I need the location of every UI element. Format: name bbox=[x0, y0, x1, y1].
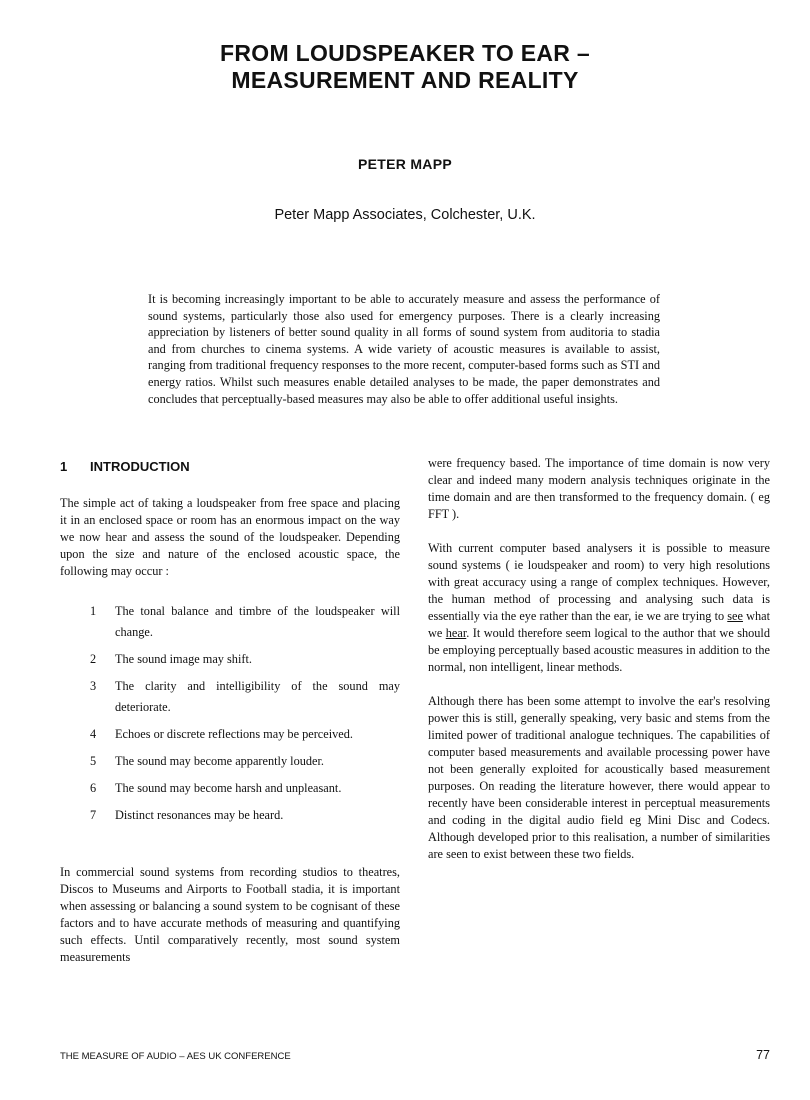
list-item-number: 6 bbox=[90, 781, 97, 795]
list-item-number: 7 bbox=[90, 808, 97, 822]
section-title: INTRODUCTION bbox=[90, 459, 190, 474]
list-item-text: The sound image may shift. bbox=[115, 652, 252, 666]
analysers-text-middle: what we bbox=[428, 609, 770, 640]
list-item-text: The sound may become apparently louder. bbox=[115, 754, 324, 768]
author-affiliation: Peter Mapp Associates, Colchester, U.K. bbox=[274, 207, 536, 223]
list-item bbox=[90, 778, 400, 799]
list-item-number: 1 bbox=[90, 604, 97, 618]
list-item bbox=[90, 751, 400, 772]
list-item-number: 2 bbox=[90, 652, 97, 666]
list-item bbox=[90, 805, 400, 826]
resolving-power-paragraph: Although there has been some attempt to involve the ear's resolving power this is still, generally speaking, very basic and stems from the limited power of traditional analogue techniques. The capabilities of computer based measurements and available processing power have not been generally exploited for acoustically based measurement purposes. On reading the literature however, there would appear to recently have been considerable interest in perceptual measurements and coding in the digital audio field eg Mini Disc and Codecs. Although developed prior to this realisation, a number of similarities are seen to exist between these two fields. bbox=[428, 694, 770, 861]
list-item bbox=[90, 649, 400, 670]
right-column bbox=[428, 455, 770, 863]
author-name: PETER MAPP bbox=[357, 156, 452, 172]
list-item-text: The tonal balance and timbre of the loudspeaker will change. bbox=[115, 604, 400, 639]
section-number: 1 bbox=[60, 459, 68, 474]
paper-title bbox=[0, 40, 810, 94]
list-item-text: Distinct resonances may be heard. bbox=[115, 808, 284, 822]
list-item bbox=[90, 724, 400, 745]
commercial-paragraph: In commercial sound systems from recording studios to theatres, Discos to Museums and Airports to Football stadia, it is important when assessing or balancing a sound system to be cognisant of these factors and to have accurate methods of measuring and quantifying such effects. Until comparatively recently, most sound system measurements bbox=[60, 865, 400, 964]
intro-paragraph: The simple act of taking a loudspeaker from free space and placing it in an enclosed space or room has an enormous impact on the way we now hear and assess the sound of the loudspeaker. Depending upon the size and nature of the enclosed acoustic space, the following may occur : bbox=[60, 496, 400, 578]
see-emphasis: see bbox=[727, 609, 743, 623]
left-column bbox=[60, 458, 400, 966]
abstract: It is becoming increasingly important to be able to accurately measure and assess the performance of sound systems, particularly those also used for emergency purposes. There is a clearly increasing appreciation by listeners of better sound quality in all forms of sound system from auditoria to stadia and from churches to cinema systems. A wide variety of acoustic measures is available to assist, ranging from traditional frequency responses to the more recent, computer-based forms such as STI and energy ratios. Whilst such measures enable detailed analyses to be made, the paper demonstrates and concludes that perceptually-based measures may also be able to offer additional useful insights. bbox=[148, 292, 660, 406]
frequency-paragraph: were frequency based. The importance of time domain is now very clear and indeed many modern analysis techniques originate in the time domain and are then transformed to the frequency domain. ( eg FFT ). bbox=[428, 456, 770, 521]
list-item bbox=[90, 601, 400, 643]
analysers-text-start: With current computer based analysers it is possible to measure sound systems ( ie loudspeaker and room) to very high resolutions with great accuracy using a range of complex techniques. However, the human method of processing and analysing such data is essentially via the eye rather than the ear, ie we are trying to bbox=[428, 541, 770, 623]
section-heading bbox=[60, 458, 400, 475]
analysers-paragraph bbox=[428, 540, 770, 676]
list-item bbox=[90, 676, 400, 718]
hear-emphasis: hear bbox=[445, 626, 467, 640]
page-number: 77 bbox=[756, 1048, 770, 1062]
paper-title-line-1: FROM LOUDSPEAKER TO EAR – bbox=[220, 40, 590, 66]
list-item-text: The sound may become harsh and unpleasant. bbox=[115, 781, 342, 795]
paper-title-line-2: MEASUREMENT AND REALITY bbox=[231, 67, 579, 93]
effects-list bbox=[60, 601, 400, 826]
list-item-number: 5 bbox=[90, 754, 97, 768]
analysers-text-end: . It would therefore seem logical to the author that we should be employing perceptually based acoustic measures in addition to the normal, non intelligent, linear methods. bbox=[428, 626, 770, 674]
list-item-text: The clarity and intelligibility of the sound may deteriorate. bbox=[115, 679, 400, 714]
list-item-text: Echoes or discrete reflections may be perceived. bbox=[115, 727, 353, 741]
list-item-number: 3 bbox=[90, 679, 97, 693]
footer-conference: THE MEASURE OF AUDIO – AES UK CONFERENCE bbox=[60, 1051, 291, 1062]
list-item-number: 4 bbox=[90, 727, 97, 741]
